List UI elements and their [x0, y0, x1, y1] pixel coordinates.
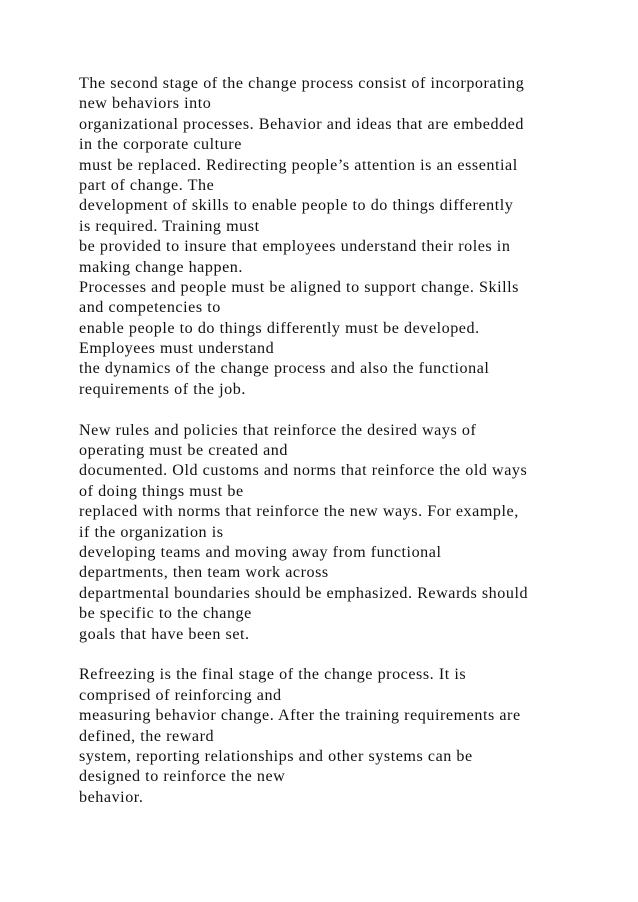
- text-line: is required. Training must: [79, 217, 260, 235]
- paragraph-refreezing: [79, 665, 619, 808]
- text-line: if the organization is: [79, 523, 224, 541]
- text-line: behavior.: [79, 788, 144, 806]
- text-line: making change happen.: [79, 258, 243, 276]
- text-line: departmental boundaries should be emphasized. Rewards should: [79, 584, 529, 602]
- text-line: measuring behavior change. After the training requirements are: [79, 707, 521, 725]
- text-line: and competencies to: [79, 299, 221, 317]
- text-line: of doing things must be: [79, 482, 244, 500]
- text-line: Refreezing is the final stage of the change process. It is: [79, 666, 467, 684]
- text-line: the dynamics of the change process and also the functional: [79, 360, 490, 378]
- text-line: be provided to insure that employees understand their roles in: [79, 238, 511, 256]
- text-line: developing teams and moving away from functional: [79, 543, 442, 561]
- text-line: New rules and policies that reinforce the desired ways of: [79, 421, 477, 439]
- paragraph-change-stage-two: [79, 74, 619, 400]
- text-line: in the corporate culture: [79, 136, 242, 154]
- text-line: Processes and people must be aligned to support change. Skills: [79, 278, 519, 296]
- document-body: [79, 74, 619, 808]
- text-line: designed to reinforce the new: [79, 768, 286, 786]
- text-line: enable people to do things differently must be developed.: [79, 319, 480, 337]
- text-line: organizational processes. Behavior and ideas that are embedded: [79, 115, 524, 133]
- text-line: operating must be created and: [79, 442, 288, 460]
- text-line: documented. Old customs and norms that reinforce the old ways: [79, 462, 528, 480]
- text-line: comprised of reinforcing and: [79, 686, 282, 704]
- paragraph-spacer: [79, 645, 619, 665]
- text-line: defined, the reward: [79, 727, 215, 745]
- text-line: new behaviors into: [79, 95, 212, 113]
- paragraph-spacer: [79, 400, 619, 420]
- text-line: development of skills to enable people to do things differently: [79, 197, 514, 215]
- text-line: part of change. The: [79, 176, 215, 194]
- text-line: goals that have been set.: [79, 625, 250, 643]
- text-line: replaced with norms that reinforce the new ways. For example,: [79, 503, 519, 521]
- text-line: The second stage of the change process consist of incorporating: [79, 75, 525, 92]
- text-line: system, reporting relationships and other systems can be: [79, 747, 473, 765]
- text-line: departments, then team work across: [79, 564, 329, 582]
- text-line: must be replaced. Redirecting people’s attention is an essential: [79, 156, 518, 174]
- text-line: requirements of the job.: [79, 380, 246, 398]
- text-line: Employees must understand: [79, 340, 275, 358]
- text-line: be specific to the change: [79, 605, 252, 623]
- paragraph-new-rules-and-policies: [79, 421, 619, 645]
